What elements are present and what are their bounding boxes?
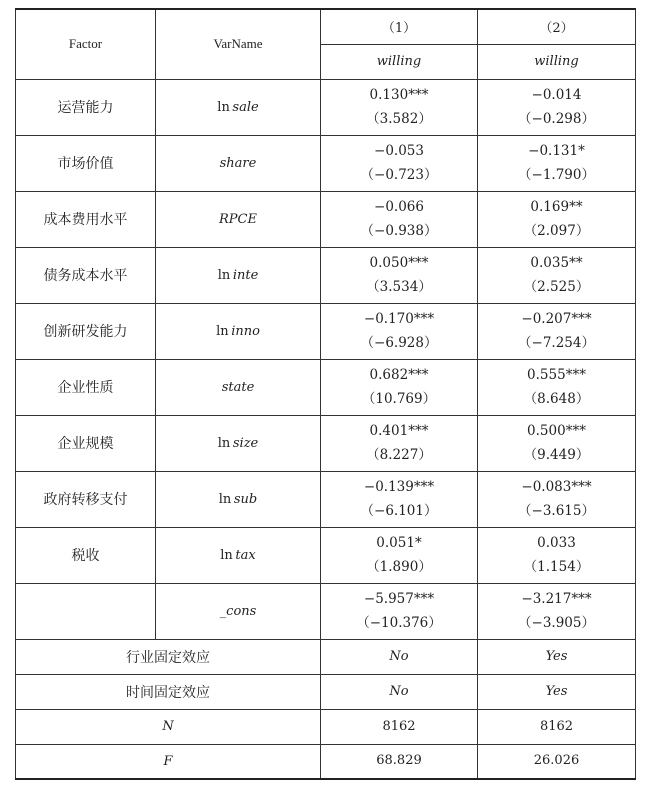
coef-cell-col1 [321,471,478,527]
varname-text: size [232,435,259,451]
factor-cell: 运营能力 [16,79,156,135]
fixed-effect-col1: No [321,639,478,674]
column-2-header: （2） [478,9,636,44]
t-statistic: （3.534） [366,279,432,295]
factor-cell: 成本费用水平 [16,191,156,247]
varname-text: inno [231,323,260,339]
varname-cell [156,79,321,135]
fixed-effect-col2: Yes [478,674,636,709]
varname-header: VarName [156,9,321,79]
t-statistic: （−0.938） [360,223,438,239]
varname-text: state [221,379,255,395]
coef-cell-col2 [478,191,636,247]
t-statistic: （2.097） [523,223,590,239]
t-statistic: （−6.928） [360,335,438,351]
t-statistic: （−10.376） [356,615,442,631]
varname-text: share [219,155,257,171]
varname-cell [156,471,321,527]
header-row [16,9,636,44]
t-statistic: （−1.790） [518,167,595,183]
factor-cell: 市场价值 [16,135,156,191]
t-statistic: （−3.905） [518,615,595,631]
ln-prefix: ln [217,99,230,115]
t-statistic: （8.227） [366,447,432,463]
coef-cell-col2 [478,583,636,639]
table-row [16,583,636,639]
coef-cell-col1 [321,135,478,191]
ln-prefix: ln [218,491,232,507]
coef-cell-col2 [478,359,636,415]
ln-prefix: ln [220,547,233,563]
coefficient: −0.207*** [521,311,592,327]
t-statistic: （−3.615） [518,503,595,519]
stat-col2: 26.026 [478,744,636,779]
table-body [16,9,636,779]
t-statistic: （−0.298） [518,111,595,127]
t-statistic: （−7.254） [518,335,595,351]
coefficient: 0.401*** [369,423,429,439]
fixed-effect-row [16,639,636,674]
table-row [16,247,636,303]
coefficient: 0.033 [537,535,576,551]
table-row [16,415,636,471]
coefficient: 0.130*** [369,87,429,103]
varname-text: tax [235,547,256,563]
t-statistic: （9.449） [523,447,590,463]
t-statistic: （−0.723） [360,167,438,183]
fixed-effect-label: 时间固定效应 [16,674,321,709]
varname-text: RPCE [219,211,257,227]
t-statistic: （3.582） [366,111,432,127]
coef-cell-col1 [321,191,478,247]
t-statistic: （10.769） [361,391,437,407]
coefficient: −0.083*** [521,479,592,495]
table-row [16,303,636,359]
coef-cell-col1 [321,583,478,639]
coef-cell-col2 [478,247,636,303]
column-1-header: （1） [321,9,478,44]
coefficient: −5.957*** [363,591,435,607]
varname-text: sale [232,99,259,115]
coef-cell-col1 [321,527,478,583]
table-row [16,359,636,415]
stat-label: N [16,709,321,744]
table-row [16,79,636,135]
fixed-effect-col1: No [321,674,478,709]
factor-cell: 企业规模 [16,415,156,471]
factor-cell: 政府转移支付 [16,471,156,527]
coef-cell-col2 [478,527,636,583]
factor-cell: 税收 [16,527,156,583]
t-statistic: （−6.101） [360,503,438,519]
t-statistic: （1.154） [523,559,590,575]
coefficient: 0.500*** [527,423,586,439]
factor-cell [16,583,156,639]
coefficient: −0.014 [531,87,582,103]
coef-cell-col2 [478,471,636,527]
coef-cell-col1 [321,247,478,303]
table-row [16,471,636,527]
coefficient: −0.066 [374,199,424,215]
coef-cell-col2 [478,303,636,359]
varname-cell [156,191,321,247]
ln-prefix: ln [217,267,231,283]
coefficient: −0.131* [528,143,585,159]
table-row [16,527,636,583]
factor-cell: 创新研发能力 [16,303,156,359]
varname-cell [156,583,321,639]
coefficient: −3.217*** [521,591,592,607]
coefficient: −0.139*** [363,479,435,495]
t-statistic: （8.648） [523,391,590,407]
coefficient: 0.169** [530,199,583,215]
coef-cell-col1 [321,79,478,135]
varname-text: sub [233,491,258,507]
stat-label: F [16,744,321,779]
varname-cell [156,247,321,303]
stat-row [16,744,636,779]
coef-cell-col1 [321,415,478,471]
varname-text: _cons [219,603,257,619]
coefficient: 0.050*** [369,255,429,271]
t-statistic: （2.525） [523,279,590,295]
varname-cell [156,415,321,471]
stat-col1: 68.829 [321,744,478,779]
varname-text: inte [232,267,259,283]
factor-header: Factor [16,9,156,79]
table-row [16,191,636,247]
varname-cell [156,303,321,359]
coefficient: 0.051* [376,535,422,551]
coefficient: −0.053 [374,143,424,159]
dep-var-1: willing [321,44,478,79]
table-row [16,135,636,191]
fixed-effect-col2: Yes [478,639,636,674]
coefficient: 0.035** [530,255,583,271]
coef-cell-col2 [478,135,636,191]
varname-cell [156,527,321,583]
varname-cell [156,359,321,415]
fixed-effect-row [16,674,636,709]
coef-cell-col2 [478,415,636,471]
regression-table [15,8,636,780]
coefficient: 0.555*** [527,367,586,383]
varname-cell [156,135,321,191]
fixed-effect-label: 行业固定效应 [16,639,321,674]
dep-var-2: willing [478,44,636,79]
stat-col2: 8162 [478,709,636,744]
coef-cell-col1 [321,359,478,415]
coef-cell-col2 [478,79,636,135]
ln-prefix: ln [217,435,231,451]
stat-row [16,709,636,744]
ln-prefix: ln [216,323,229,339]
t-statistic: （1.890） [366,559,432,575]
factor-cell: 债务成本水平 [16,247,156,303]
factor-cell: 企业性质 [16,359,156,415]
coefficient: 0.682*** [369,367,429,383]
coefficient: −0.170*** [363,311,435,327]
stat-col1: 8162 [321,709,478,744]
coef-cell-col1 [321,303,478,359]
